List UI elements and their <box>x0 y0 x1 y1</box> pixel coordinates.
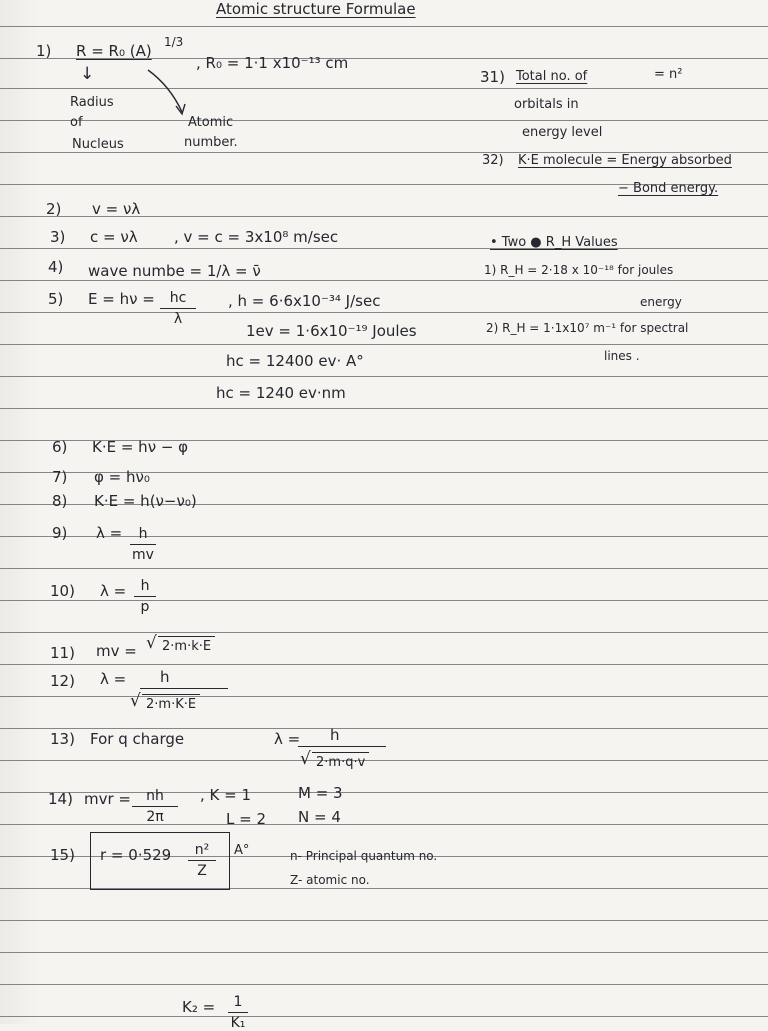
item-number: 11) <box>50 644 75 662</box>
square-root: √ 2·m·K·E <box>142 694 200 712</box>
exponent: 1/3 <box>164 35 184 49</box>
shell-n: N = 4 <box>298 808 341 826</box>
square-root: √ 2·m·q·v <box>312 752 369 770</box>
square-root: √ 2·m·k·E <box>158 636 215 654</box>
item-number: 13) <box>50 730 75 748</box>
formula-text: wave numbe = 1/λ = ν̄ <box>88 262 261 280</box>
shell-m: M = 3 <box>298 784 343 802</box>
page-title: Atomic structure Formulae <box>216 0 416 18</box>
item-number: 5) <box>48 290 64 308</box>
denominator: 2π <box>146 809 164 825</box>
numerator: h <box>138 526 148 542</box>
formula-lhs: λ = <box>274 730 301 748</box>
principal-quantum-note: n- Principal quantum no. <box>290 849 438 863</box>
planck-constant: , h = 6·6x10⁻³⁴ J/sec <box>228 292 381 310</box>
item-number: 8) <box>52 492 68 510</box>
formula-lhs: r = 0·529 <box>100 846 172 864</box>
item-number: 31) <box>480 68 505 86</box>
rh-heading: • Two ● R_H Values <box>490 235 618 250</box>
denominator: p <box>140 599 150 615</box>
item-number: 14) <box>48 790 73 808</box>
shell-l: L = 2 <box>226 810 267 828</box>
item-number: 2) <box>46 200 62 218</box>
numerator: h <box>160 668 170 686</box>
atomic-number-note: Z- atomic no. <box>290 873 370 887</box>
item-number: 4) <box>48 258 64 276</box>
orbitals-equals: = n² <box>654 67 683 82</box>
ke-molecule-line-2: − Bond energy. <box>618 181 719 196</box>
fraction <box>160 290 196 327</box>
denominator: K₁ <box>230 1015 246 1031</box>
formula-text: K·E = h(ν−ν₀) <box>94 492 197 510</box>
orbitals-line-1: Total no. of <box>516 69 588 84</box>
formula-lhs: λ = <box>100 582 127 600</box>
rh-value-1: 1) R_H = 2·18 x 10⁻¹⁸ for joules <box>484 263 674 277</box>
fraction <box>132 788 178 825</box>
denominator: mv <box>132 547 154 563</box>
formula-lhs: mv = <box>96 642 137 660</box>
formula-text: v = νλ <box>92 200 141 218</box>
shell-k: , K = 1 <box>200 786 252 804</box>
rh-value-2-unit: lines . <box>604 349 640 363</box>
item-number: 12) <box>50 672 75 690</box>
radius-label: Radius <box>70 95 114 110</box>
down-arrow-icon: ↓ <box>80 64 95 84</box>
electron-volt: 1ev = 1·6x10⁻¹⁹ Joules <box>246 322 417 340</box>
item-number: 6) <box>52 438 68 456</box>
of-label: of <box>70 115 83 130</box>
numerator: nh <box>146 788 164 804</box>
nucleus-label: Nucleus <box>72 137 124 152</box>
numerator: 1 <box>233 994 243 1010</box>
formula-lhs: λ = <box>100 670 127 688</box>
angstrom-unit: A° <box>234 843 250 858</box>
numerator: h <box>140 578 150 594</box>
r0-value: , R₀ = 1·1 x10⁻¹³ cm <box>196 54 349 72</box>
hc-value-2: hc = 1240 ev·nm <box>216 384 346 402</box>
item-number: 3) <box>50 228 66 246</box>
formula-text: K·E = hν − φ <box>92 438 189 456</box>
orbitals-line-3: energy level <box>522 125 603 140</box>
formula-text: E = hν = <box>88 290 155 308</box>
fraction <box>130 526 156 563</box>
formula-lhs: mvr = <box>84 790 131 808</box>
item-number: 9) <box>52 524 68 542</box>
numerator: h <box>330 726 340 744</box>
formula-text: c = νλ <box>90 228 138 246</box>
atomic-label: Atomic <box>188 115 234 130</box>
fraction <box>228 994 248 1031</box>
fraction-bar <box>140 688 228 689</box>
numerator: n² <box>194 842 210 858</box>
orbitals-line-2: orbitals in <box>514 97 579 112</box>
fraction <box>188 842 216 879</box>
formula-lhs: λ = <box>96 524 123 542</box>
item-number: 1) <box>36 42 52 60</box>
ke-molecule-line-1: K·E molecule = Energy absorbed <box>518 153 732 168</box>
item-number: 10) <box>50 582 75 600</box>
number-label: number. <box>184 135 238 150</box>
speed-of-light: , v = c = 3x10⁸ m/sec <box>174 228 339 246</box>
hc-value-1: hc = 12400 ev· A° <box>226 352 364 370</box>
numerator: hc <box>169 290 187 306</box>
formula-text: φ = hν₀ <box>94 468 150 486</box>
formula-text: R = R₀ (A) <box>76 42 152 60</box>
rh-value-2: 2) R_H = 1·1x10⁷ m⁻¹ for spectral <box>486 321 689 335</box>
formula-lhs: K₂ = <box>182 998 216 1016</box>
item-number: 15) <box>50 846 75 864</box>
denominator: Z <box>197 863 207 879</box>
rh-value-1-unit: energy <box>640 295 682 309</box>
fraction-bar <box>298 746 386 747</box>
fraction <box>134 578 156 615</box>
item-number: 32) <box>482 153 504 168</box>
item-number: 7) <box>52 468 68 486</box>
denominator: λ <box>173 311 183 327</box>
charge-text: For q charge <box>90 730 185 748</box>
